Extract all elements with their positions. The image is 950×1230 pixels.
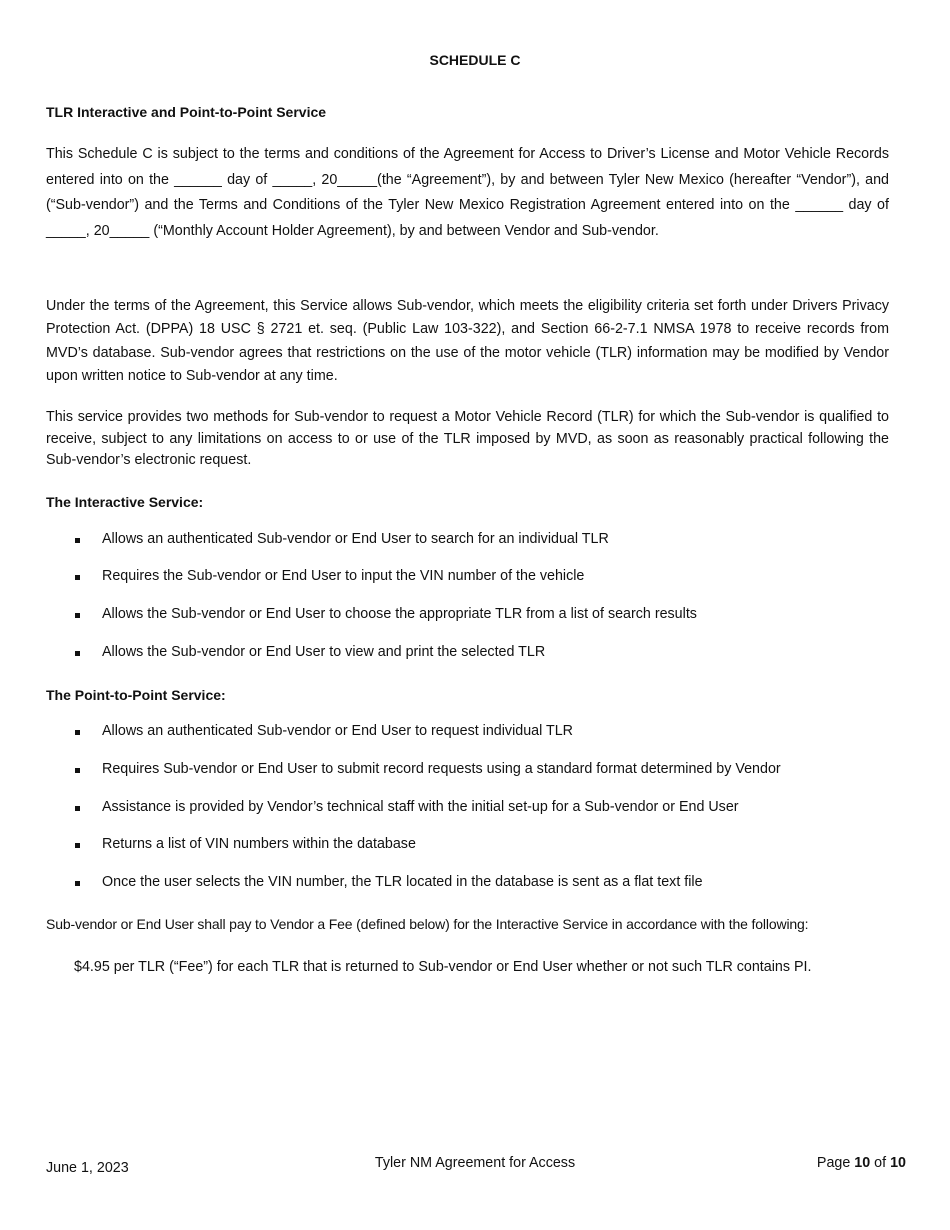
interactive-service-heading: The Interactive Service: (46, 494, 204, 510)
list-item: Allows the Sub-vendor or End User to view and print the selected TLR (0, 644, 950, 666)
page-label: Page (816, 1155, 851, 1171)
footer-document-name: Tyler NM Agreement for Access (374, 1155, 576, 1171)
bullet-square-icon (75, 881, 80, 886)
list-item: Assistance is provided by Vendor’s technical staff with the initial set-up for a Sub-vendor or End User (0, 799, 950, 821)
point-to-point-service-heading: The Point-to-Point Service: (46, 687, 226, 703)
bullet-square-icon (75, 768, 80, 773)
list-item: Requires the Sub-vendor or End User to input the VIN number of the vehicle (0, 568, 950, 590)
footer-page-number (817, 1155, 906, 1171)
list-item: Allows an authenticated Sub-vendor or End User to request individual TLR (0, 723, 950, 745)
bullet-square-icon (75, 651, 80, 656)
bullet-square-icon (75, 806, 80, 811)
footer-date: June 1, 2023 (46, 1160, 129, 1176)
intro-paragraph: This Schedule C is subject to the terms and conditions of the Agreement for Access to Driver’s License and Motor Vehicle Records entered into on the ______ day of _____, 20_____(the “Agreement”), by and between Tyler New Mexico (hereafter “Vendor”), and (“Sub-vendor”) and the Terms and Conditions of the Tyler New Mexico Registration Agreement entered into on the ______ day of _____, 20_____ (“Monthly Account Holder Agreement), by and between Vendor and Sub-vendor. (46, 146, 889, 239)
bullet-square-icon (75, 575, 80, 580)
section-title: TLR Interactive and Point-to-Point Service (46, 104, 327, 120)
bullet-square-icon (75, 730, 80, 735)
schedule-title: SCHEDULE C (429, 52, 521, 68)
fee-note: Sub-vendor or End User shall pay to Vendor a Fee (defined below) for the Interactive Service in accordance with the following: (46, 916, 809, 932)
list-item: Allows an authenticated Sub-vendor or End User to search for an individual TLR (0, 531, 950, 553)
terms-paragraph: Under the terms of the Agreement, this Service allows Sub-vendor, which meets the eligibility criteria set forth under Drivers Privacy Protection Act. (DPPA) 18 USC § 2721 et. seq. (Public Law 103-322), and Section 66-2-7.1 NMSA 1978 to receive records from MVD’s database. Sub-vendor agrees that restrictions on the use of the motor vehicle (TLR) information may be modified by Vendor upon written notice to Sub-vendor at any time. (46, 298, 889, 384)
bullet-square-icon (75, 613, 80, 618)
list-item: Returns a list of VIN numbers within the database (0, 836, 950, 858)
fee-text: $4.95 per TLR (“Fee”) for each TLR that is returned to Sub-vendor or End User whether or not such TLR contains PI. (74, 959, 812, 975)
list-item: Requires Sub-vendor or End User to submit record requests using a standard format determined by Vendor (0, 761, 950, 783)
list-item: Once the user selects the VIN number, the TLR located in the database is sent as a flat text file (0, 874, 950, 896)
page-total: 10 (890, 1155, 906, 1171)
methods-paragraph: This service provides two methods for Sub-vendor to request a Motor Vehicle Record (TLR) for which the Sub-vendor is qualified to receive, subject to any limitations on access to or use of the TLR imposed by MVD, as soon as reasonably practical following the Sub-vendor’s electronic request. (46, 409, 889, 469)
bullet-square-icon (75, 843, 80, 848)
bullet-square-icon (75, 538, 80, 543)
page-of: of (874, 1155, 887, 1171)
list-item: Allows the Sub-vendor or End User to choose the appropriate TLR from a list of search results (0, 606, 950, 628)
page-current: 10 (854, 1155, 871, 1171)
